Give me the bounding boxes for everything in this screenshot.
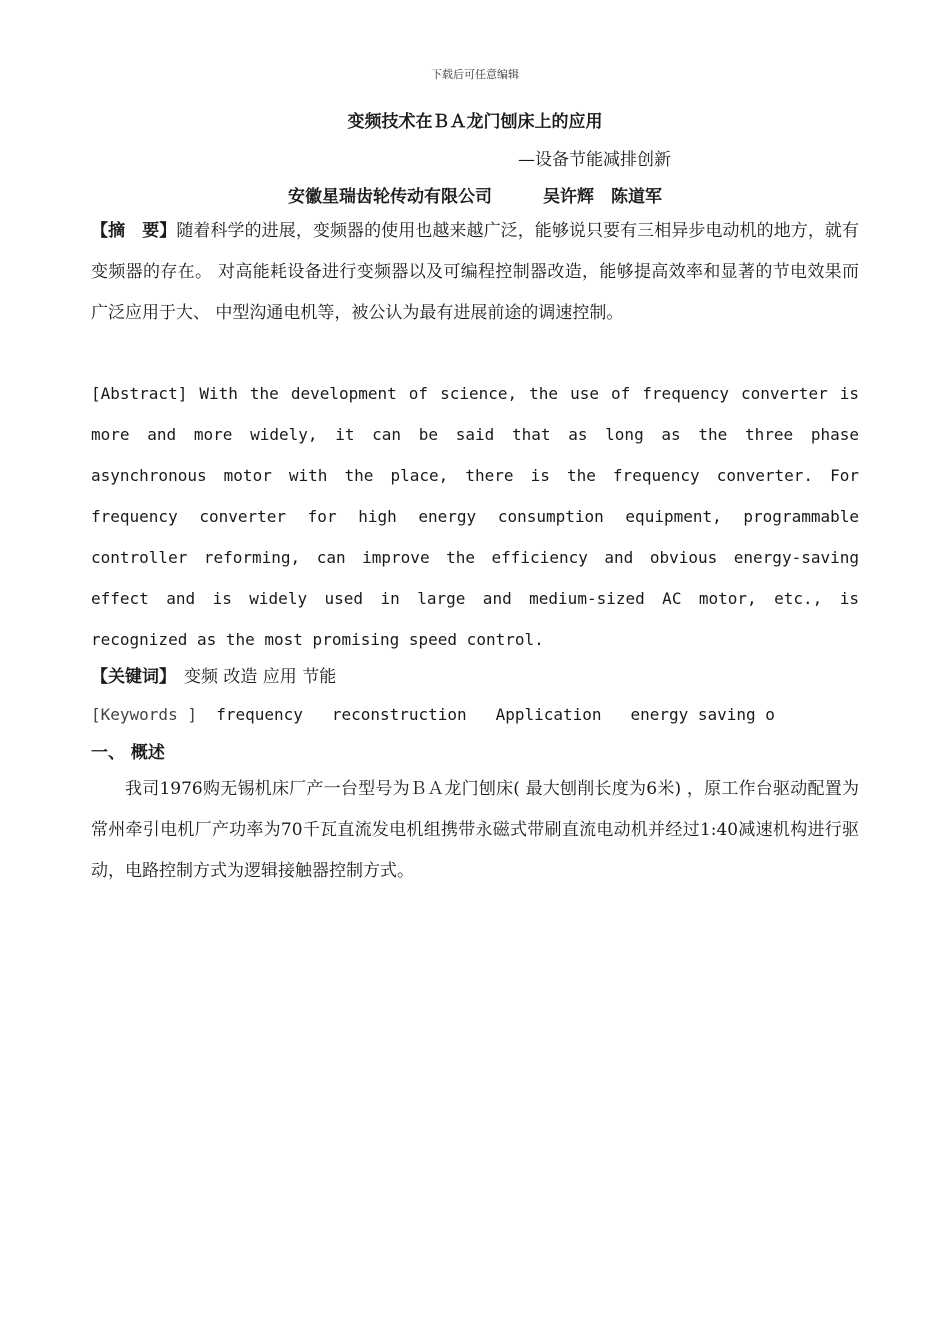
company-name: 安徽星瑞齿轮传动有限公司	[288, 187, 492, 207]
abstract-cn-text: 随着科学的进展，变频器的使用也越来越广泛，能够说只要有三相异步电动机的地方，就有变频器的存在。 对高能耗设备进行变频器以及可编程控制器改造，能够提高效率和显著的节电效果而广泛应用于大、 中型沟通电机等，被公认为最有进展前途的调速控制。	[91, 221, 860, 323]
keywords-en-label: [Keywords ]	[91, 705, 197, 724]
document-subtitle: —设备节能减排创新	[518, 150, 671, 170]
keywords-cn-items: 变频 改造 应用 节能	[184, 667, 337, 687]
header-note: 下载后可任意编辑	[431, 68, 519, 81]
section-1-paragraph: 我司1976购无锡机床厂产一台型号为ＢＡ龙门刨床( 最大刨削长度为6米) ，原工作台驱动配置为常州牵引电机厂产功率为70千瓦直流发电机组携带永磁式带刷直流电动机并经过1:40减速机构进行驱动，电路控制方式为逻辑接触器控制方式。	[91, 779, 859, 881]
authors-line	[0, 182, 950, 207]
author-names: 吴许辉 陈道军	[543, 187, 662, 207]
keywords-en-items: frequency reconstruction Application energy saving o	[216, 705, 775, 724]
keywords-cn	[91, 664, 859, 690]
keywords-cn-label: 【关键词】	[91, 667, 176, 687]
abstract-en: [Abstract] With the development of science, the use of frequency converter is more and more widely, it can be said that as long as the three phase asynchronous motor with the place, there is the frequency converter. For frequency converter for high energy consumption equipment, programmable controller reforming, can improve the efficiency and obvious energy-saving effect and is widely used in large and medium-sized AC motor, etc., is recognized as the most promising speed control.	[91, 384, 859, 649]
keywords-en	[91, 702, 859, 728]
document-title: 变频技术在ＢＡ龙门刨床上的应用	[347, 112, 603, 132]
abstract-cn-label: 【摘 要】	[91, 221, 177, 241]
section-1-heading: 一、 概述	[91, 743, 165, 763]
abstract-cn	[91, 211, 859, 334]
